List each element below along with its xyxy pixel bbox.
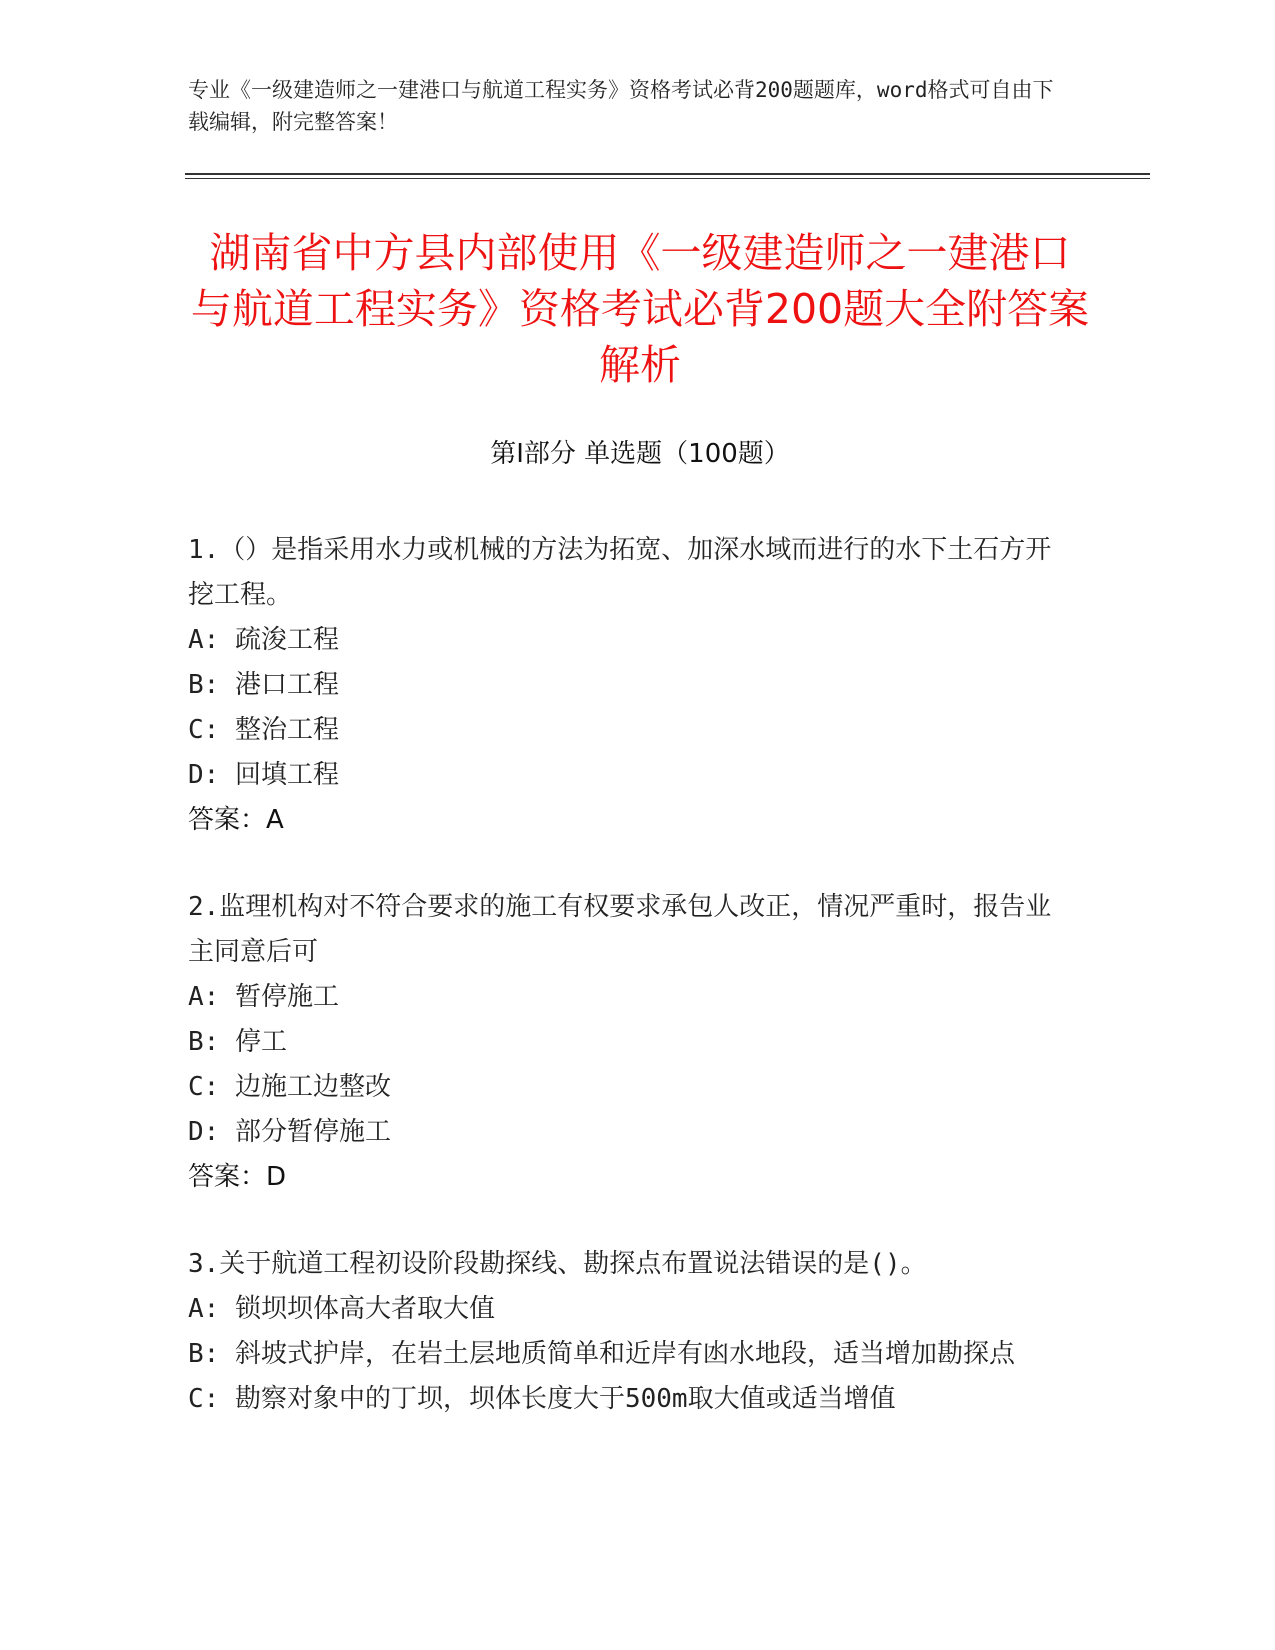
- option-d: D: 回填工程: [188, 760, 339, 790]
- option-a: A: 暂停施工: [188, 982, 339, 1012]
- question-stem: 2.监理机构对不符合要求的施工有权要求承包人改正，情况严重时，报告业主同意后可: [188, 892, 1052, 967]
- option-c: C: 整治工程: [188, 715, 339, 745]
- document-title: 湖南省中方县内部使用《一级建造师之一建港口与航道工程实务》资格考试必背200题大全附答案解析: [190, 229, 1090, 389]
- option-c: C: 边施工边整改: [188, 1072, 391, 1102]
- question-3: [188, 1242, 1068, 1422]
- header-divider-thick: [185, 173, 1150, 175]
- header-note: 专业《一级建造师之一建港口与航道工程实务》资格考试必背200题题库，word格式可自由下载编辑，附完整答案！: [188, 78, 1054, 134]
- question-stem: 1.（）是指采用水力或机械的方法为拓宽、加深水域而进行的水下土石方开挖工程。: [188, 535, 1052, 610]
- option-b: B: 斜坡式护岸，在岩土层地质简单和近岸有凼水地段，适当增加勘探点: [188, 1339, 1015, 1369]
- answer: 答案：D: [188, 1162, 287, 1192]
- option-d: D: 部分暂停施工: [188, 1117, 391, 1147]
- option-b: B: 港口工程: [188, 670, 339, 700]
- option-c: C: 勘察对象中的丁坝，坝体长度大于500m取大值或适当增值: [188, 1384, 896, 1414]
- option-a: A: 锁坝坝体高大者取大值: [188, 1294, 495, 1324]
- header-divider-thin: [185, 178, 1150, 179]
- question-stem: 3.关于航道工程初设阶段勘探线、勘探点布置说法错误的是()。: [188, 1249, 927, 1279]
- section-heading: 第Ⅰ部分 单选题（100题）: [490, 439, 790, 469]
- question-1: [188, 528, 1068, 843]
- option-a: A: 疏浚工程: [188, 625, 339, 655]
- answer: 答案：A: [188, 805, 284, 835]
- question-2: [188, 885, 1068, 1200]
- question-list: [188, 528, 1068, 1422]
- option-b: B: 停工: [188, 1027, 287, 1057]
